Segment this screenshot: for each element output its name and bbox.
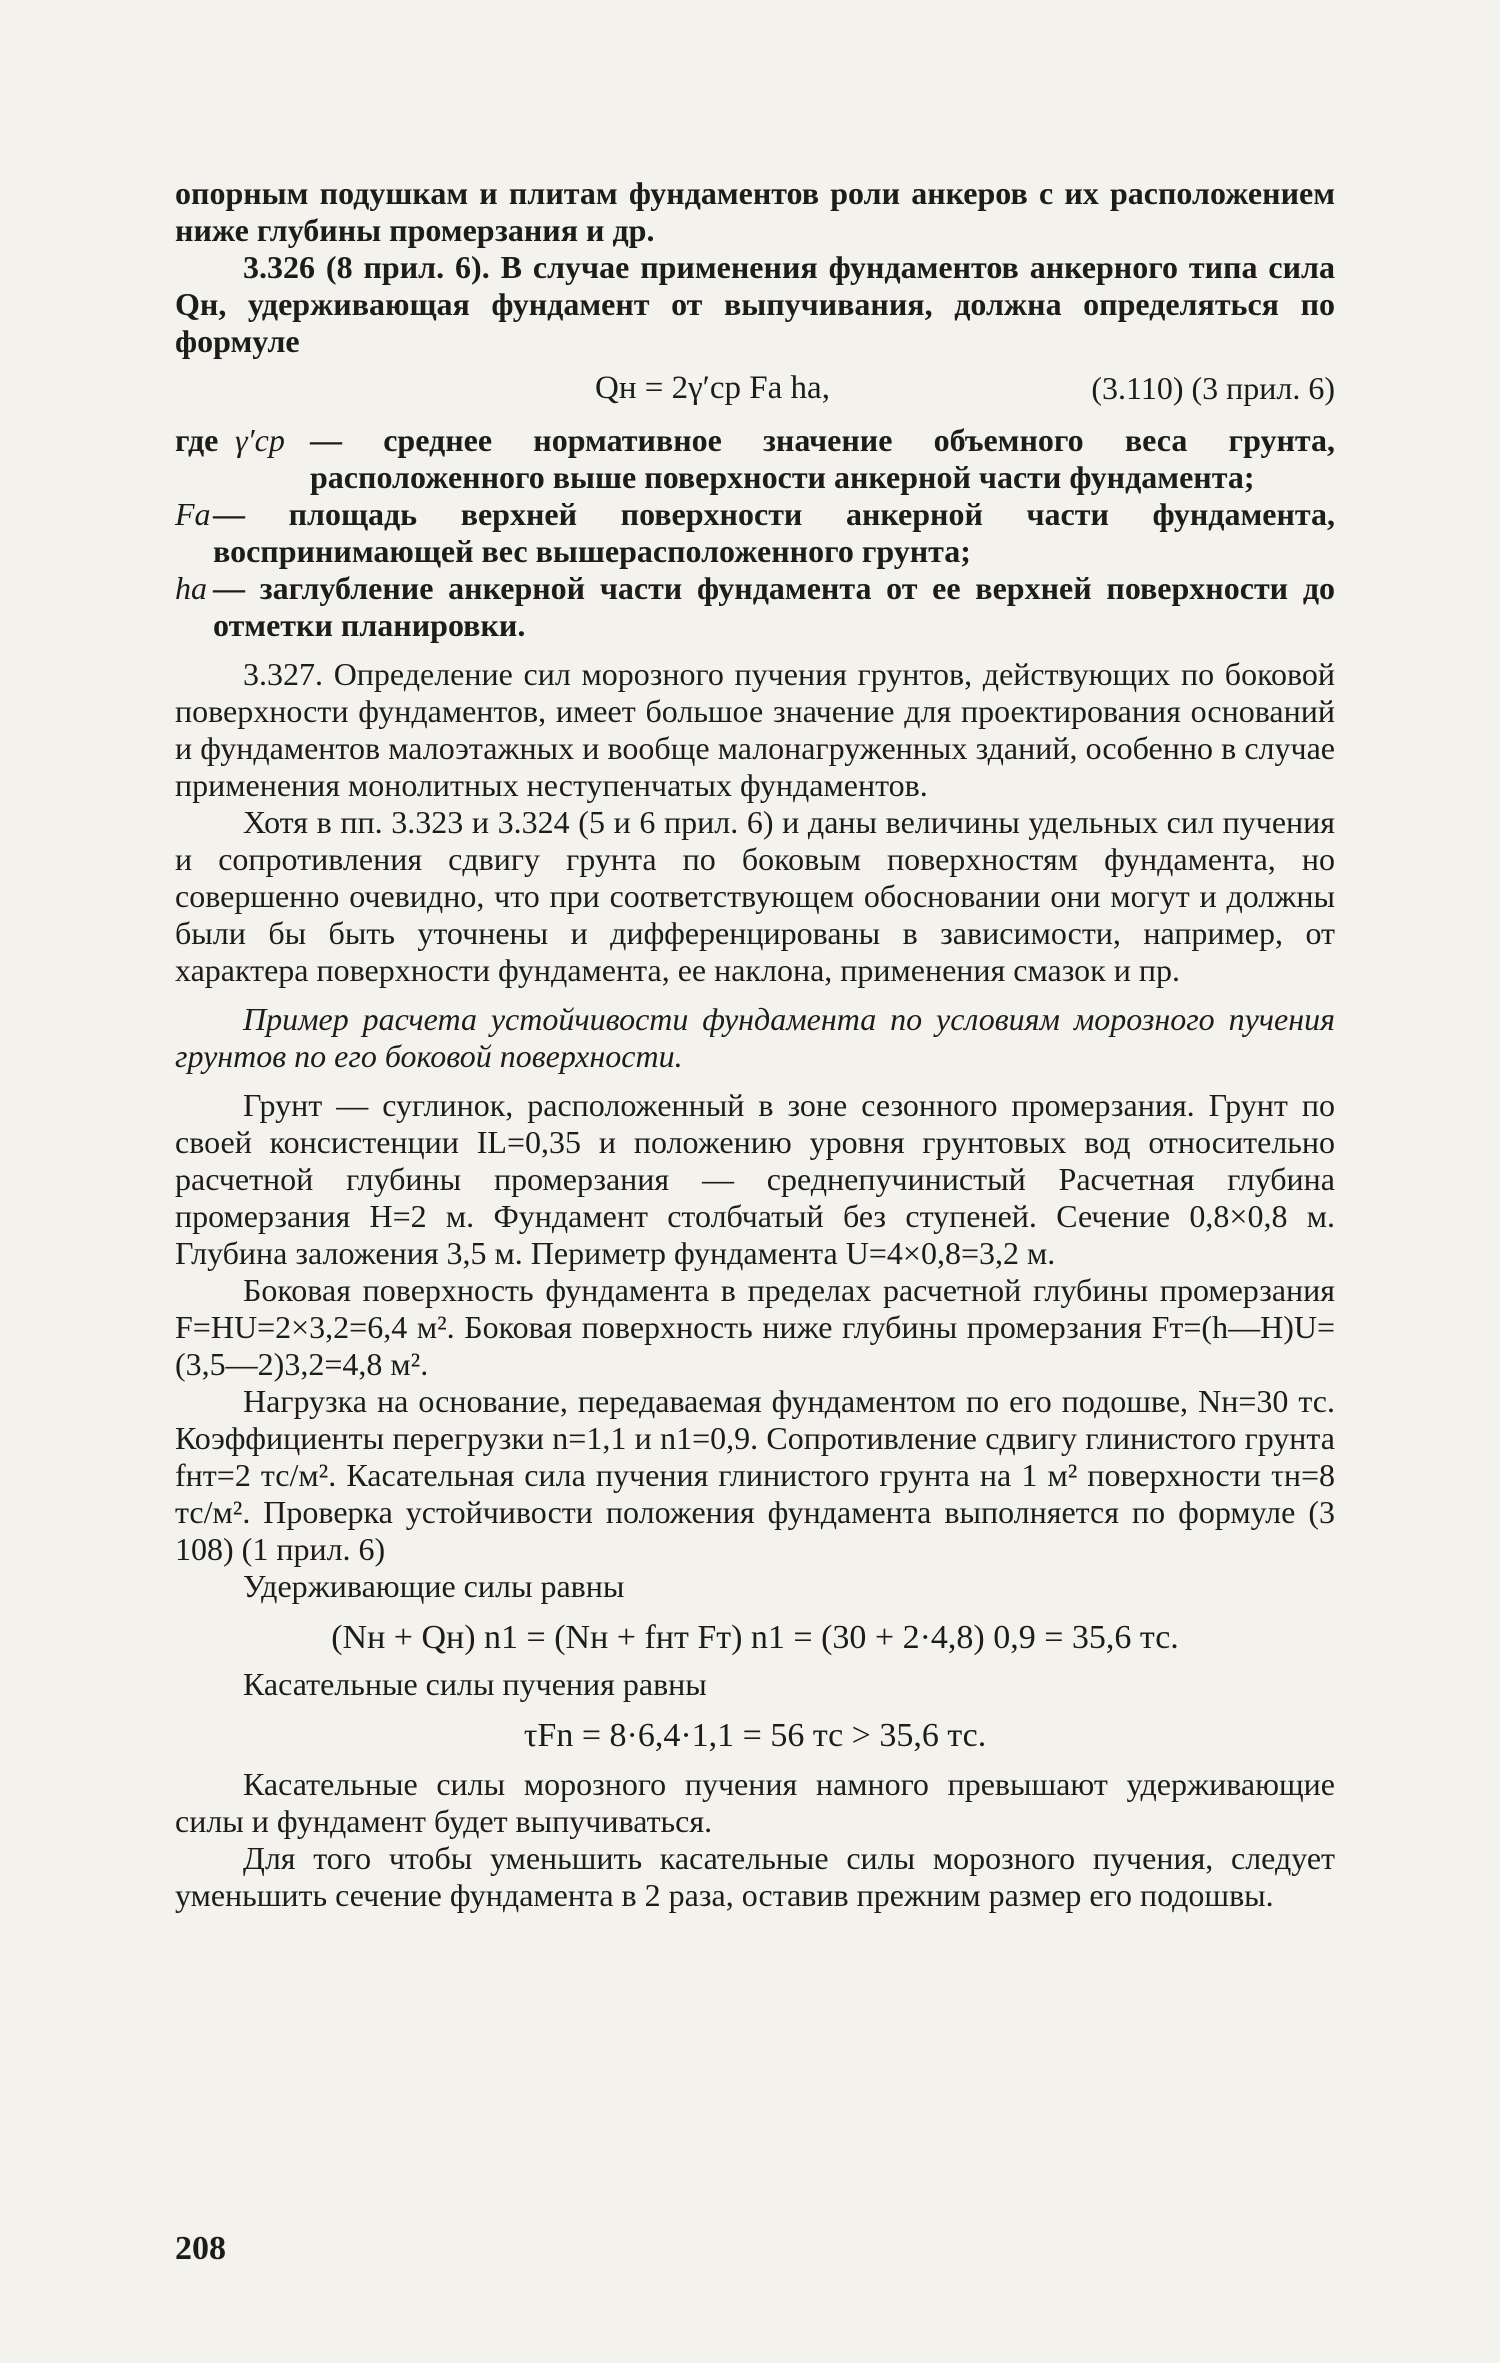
definition-ha [175,570,1335,644]
definition-fa [175,496,1335,570]
example-title: Пример расчета устойчивости фундамента по условиям морозного пучения грунтов по его боковой поверхности. [175,1001,1335,1074]
paragraph-continuation: опорным подушкам и плитам фундаментов роли анкеров с их расположением ниже глубины промерзания и др. [175,175,1335,248]
formula-holding: (Nн + Qн) n1 = (Nн + fнт Fт) n1 = (30 + 2·4,8) 0,9 = 35,6 тс. [331,1619,1179,1656]
paragraph-pp: Хотя в пп. 3.323 и 3.324 (5 и 6 прил. 6) и даны величины удельных сил пучения и сопротивления сдвигу грунта по боковым поверхностям фундамента, но совершенно очевидно, что при соответствующем обосновании они могут и должны были бы быть уточнены и дифференцированы в зависимости, например, от характера поверхности фундамента, ее наклона, применения смазок и пр. [175,804,1335,988]
page-number: 208 [175,2230,226,2267]
clause-3-326: 3.326 (8 прил. 6). В случае применения фундаментов анкерного типа сила Qн, удерживающая фундамент от выпучивания, должна определяться по формуле [175,249,1335,359]
paragraph-soil: Грунт — суглинок, расположенный в зоне сезонного промерзания. Грунт по своей консистенции IL=0,35 и положению уровня грунтовых вод относительно расчетной глубины промерзания — среднепучинистый Расчетная глубина промерзания H=2 м. Фундамент столбчатый без ступеней. Сечение 0,8×0,8 м. Глубина заложения 3,5 м. Периметр фундамента U=4×0,8=3,2 м. [175,1087,1335,1271]
formula-ref: (3.110) (3 прил. 6) [1091,370,1335,406]
paragraph-holding-forces: Удерживающие силы равны [243,1568,625,1604]
formula-qn: Qн = 2γ′ср Fа hа, [595,370,830,406]
paragraph-recommendation: Для того чтобы уменьшить касательные силы морозного пучения, следует уменьшить сечение фундамента в 2 раза, оставив прежним размер его подошвы. [175,1840,1335,1913]
definition-gamma [175,422,1335,496]
where-label: где [175,422,219,458]
paragraph-conclusion: Касательные силы морозного пучения намного превышают удерживающие силы и фундамент будет выпучиваться. [175,1766,1335,1839]
paragraph-tangential: Касательные силы пучения равны [243,1666,707,1702]
paragraph-load: Нагрузка на основание, передаваемая фундаментом по его подошве, Nн=30 тс. Коэффициенты перегрузки n=1,1 и n1=0,9. Сопротивление сдвигу глинистого грунта fнт=2 тс/м². Касательная сила пучения глинистого грунта на 1 м² поверхности τн=8 тс/м². Проверка устойчивости положения фундамента выполняется по формуле (3 108) (1 прил. 6) [175,1383,1335,1567]
definition-text: — среднее нормативное значение объемного веса грунта, расположенного выше поверхности анкерной части фундамента; [310,422,1335,495]
formula-tangential: τFn = 8·6,4·1,1 = 56 тс > 35,6 тс. [523,1717,987,1754]
definition-symbol: Fа [175,496,211,532]
definition-symbol: γ′ср [235,422,285,458]
definition-text: — заглубление анкерной части фундамента от ее верхней поверхности до отметки планировки. [213,570,1335,643]
clause-3-327: 3.327. Определение сил морозного пучения грунтов, действующих по боковой поверхности фундаментов, имеет большое значение для проектирования оснований и фундаментов малоэтажных и вообще малонагруженных зданий, особенно в случае применения монолитных неступенчатых фундаментов. [175,656,1335,803]
page-body [175,175,1335,1914]
definitions [175,422,1335,644]
definition-symbol: hа [175,570,207,606]
paragraph-side-surface: Боковая поверхность фундамента в пределах расчетной глубины промерзания F=HU=2×3,2=6,4 м². Боковая поверхность ниже глубины промерзания Fт=(h—H)U=(3,5—2)3,2=4,8 м². [175,1272,1335,1382]
definition-text: — площадь верхней поверхности анкерной части фундамента, воспринимающей вес вышерасположенного грунта; [213,496,1335,569]
formula-3-110 [175,368,1335,414]
